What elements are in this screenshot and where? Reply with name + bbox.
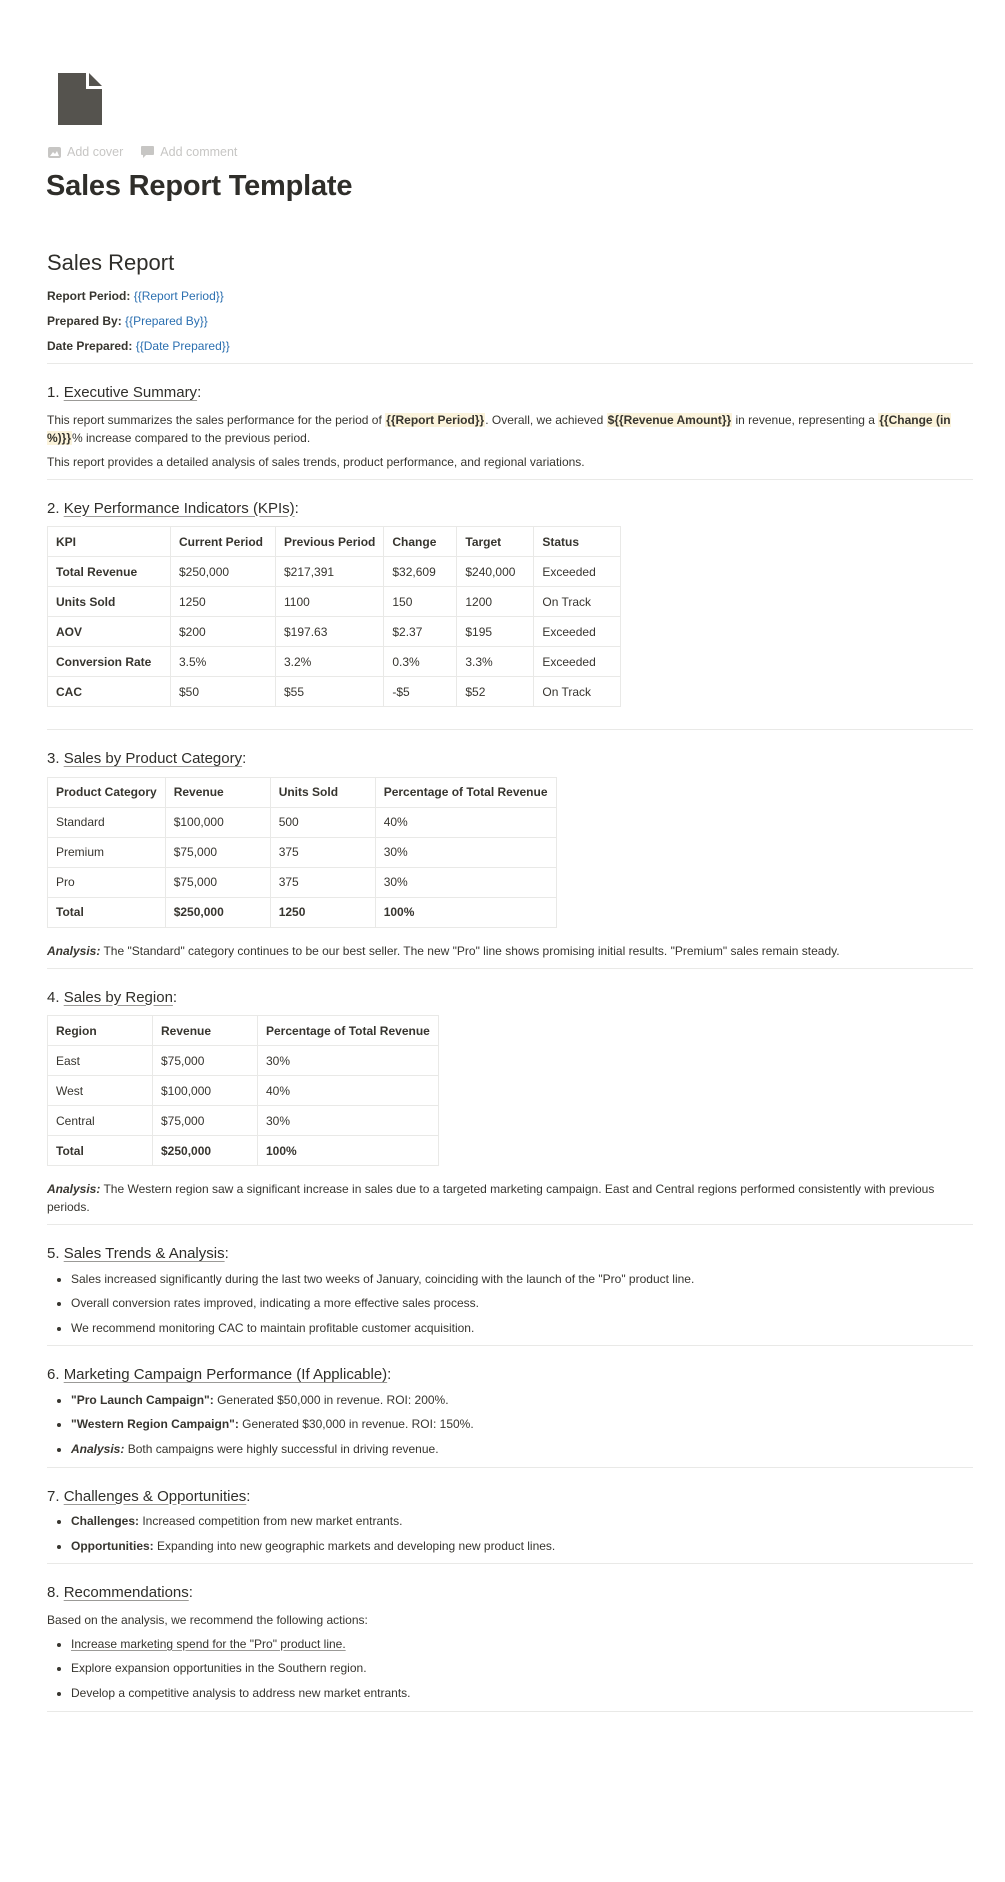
table-row	[48, 867, 557, 897]
table-cell: Exceeded	[534, 647, 621, 677]
table-cell: $197.63	[276, 617, 384, 647]
table-header-cell: Previous Period	[276, 527, 384, 557]
table-cell: 30%	[258, 1046, 439, 1076]
table-cell: $250,000	[165, 897, 270, 927]
meta-label: Prepared By:	[47, 314, 122, 328]
table-cell: $200	[171, 617, 276, 647]
section-heading-sales-by-product-category	[47, 748, 973, 771]
table-cell: $75,000	[153, 1106, 258, 1136]
table-header-cell: Percentage of Total Revenue	[375, 777, 556, 807]
region-table	[47, 1015, 439, 1166]
meta-value: {{Prepared By}}	[125, 314, 208, 328]
table-cell: $50	[171, 677, 276, 707]
recommendations-list	[47, 1637, 973, 1702]
page-content	[47, 246, 973, 1730]
table-cell: Total Revenue	[48, 557, 171, 587]
section-title: Marketing Campaign Performance (If Applicable)	[63, 1366, 388, 1384]
table-cell: AOV	[48, 617, 171, 647]
list-item: • Overall conversion rates improved, indicating a more effective sales process.	[71, 1296, 973, 1312]
table-cell: $250,000	[153, 1136, 258, 1166]
table-cell: 3.5%	[171, 647, 276, 677]
image-icon	[48, 147, 61, 158]
divider	[47, 1345, 973, 1346]
highlight-placeholder: {{Change (in %)}}	[47, 412, 951, 445]
table-cell: 40%	[258, 1076, 439, 1106]
recommendations-intro: Based on the analysis, we recommend the following actions:	[47, 1612, 368, 1627]
table-cell: 1100	[276, 587, 384, 617]
table-row	[48, 557, 621, 587]
table-cell: 100%	[375, 897, 556, 927]
executive-summary-paragraph-2: This report provides a detailed analysis of sales trends, product performance, and regional variations.	[47, 454, 585, 469]
table-cell: $75,000	[165, 837, 270, 867]
table-row	[48, 1136, 439, 1166]
table-cell: $55	[276, 677, 384, 707]
table-cell: 30%	[375, 867, 556, 897]
section-title: Sales Trends & Analysis	[63, 1245, 225, 1262]
item-label: "Western Region Campaign":	[71, 1417, 239, 1432]
section-number: 2.	[47, 499, 60, 517]
section-heading-executive-summary	[47, 382, 973, 405]
section-title: Key Performance Indicators (KPIs)	[63, 499, 295, 517]
table-cell: 150	[384, 587, 457, 617]
section-heading-sales-trends	[47, 1243, 973, 1266]
section-heading-marketing-campaign	[47, 1364, 973, 1387]
divider	[47, 363, 973, 364]
table-cell: Total	[48, 1136, 153, 1166]
table-cell: Units Sold	[48, 587, 171, 617]
table-cell: West	[48, 1076, 153, 1106]
table-cell: Central	[48, 1106, 153, 1136]
divider	[47, 1563, 973, 1564]
page-actions	[48, 145, 237, 159]
table-cell: CAC	[48, 677, 171, 707]
table-row	[48, 807, 557, 837]
table-cell: 40%	[375, 807, 556, 837]
divider	[47, 1711, 973, 1712]
list-item	[71, 1417, 973, 1433]
table-cell: Premium	[48, 837, 166, 867]
table-header-cell: Percentage of Total Revenue	[258, 1016, 439, 1046]
section-number: 3.	[47, 750, 60, 767]
item-label: Opportunities:	[71, 1538, 154, 1553]
section-number: 6.	[47, 1366, 60, 1384]
table-cell: 100%	[258, 1136, 439, 1166]
table-row	[48, 647, 621, 677]
add-comment-button[interactable]	[141, 145, 237, 159]
table-cell: Pro	[48, 867, 166, 897]
section-colon: :	[294, 499, 299, 517]
table-row	[48, 587, 621, 617]
item-text: Generated $30,000 in revenue. ROI: 150%.	[238, 1417, 474, 1432]
table-cell: $195	[457, 617, 534, 647]
table-cell: On Track	[534, 587, 621, 617]
table-header-cell: Region	[48, 1016, 153, 1046]
table-cell: 1250	[270, 897, 375, 927]
table-header-cell: Product Category	[48, 777, 166, 807]
section-number: 5.	[47, 1245, 60, 1262]
section-number: 1.	[47, 384, 60, 401]
sales-trends-list	[47, 1272, 973, 1337]
section-heading-recommendations	[47, 1582, 973, 1605]
section-title: Sales by Region	[63, 988, 173, 1006]
table-row	[48, 617, 621, 647]
list-item: • Explore expansion opportunities in the Southern region.	[71, 1661, 973, 1677]
divider	[47, 729, 973, 730]
table-cell: Exceeded	[534, 617, 621, 647]
meta-report-period	[47, 287, 973, 305]
table-cell: $32,609	[384, 557, 457, 587]
table-row	[48, 1046, 439, 1076]
divider	[47, 968, 973, 969]
table-cell: 375	[270, 867, 375, 897]
comment-icon	[141, 146, 154, 158]
table-row	[48, 1106, 439, 1136]
table-cell: 375	[270, 837, 375, 867]
section-colon: :	[224, 1245, 229, 1262]
analysis-text: The Western region saw a significant increase in sales due to a targeted marketing campaign. East and Central regions performed consistently with previous periods.	[47, 1182, 935, 1214]
section-number: 4.	[47, 988, 60, 1006]
analysis-label: Analysis:	[47, 1182, 101, 1196]
table-cell: $100,000	[165, 807, 270, 837]
meta-label: Report Period:	[47, 289, 131, 303]
table-cell: Conversion Rate	[48, 647, 171, 677]
add-comment-label: Add comment	[160, 145, 238, 159]
table-cell: $75,000	[165, 867, 270, 897]
table-cell: $52	[457, 677, 534, 707]
table-header-cell: Status	[534, 527, 621, 557]
challenges-list	[47, 1514, 973, 1554]
section-colon: :	[246, 1487, 251, 1505]
section-number: 8.	[47, 1584, 60, 1602]
divider	[47, 479, 973, 480]
item-label: "Pro Launch Campaign":	[71, 1392, 214, 1407]
table-cell: $240,000	[457, 557, 534, 587]
table-cell: 3.2%	[276, 647, 384, 677]
highlight-placeholder: ${{Revenue Amount}}	[607, 412, 732, 427]
list-item	[71, 1393, 973, 1409]
text-segment: % increase compared to the previous period.	[72, 430, 311, 445]
table-cell: Exceeded	[534, 557, 621, 587]
text-segment: . Overall, we achieved	[485, 412, 607, 427]
document-icon[interactable]	[58, 73, 102, 125]
list-item	[71, 1637, 973, 1653]
item-text: Both campaigns were highly successful in driving revenue.	[124, 1441, 439, 1456]
item-text: Increased competition from new market entrants.	[139, 1514, 403, 1529]
executive-summary-paragraph	[47, 411, 973, 447]
region-analysis	[47, 1180, 973, 1216]
section-heading-sales-by-region	[47, 987, 973, 1010]
meta-value: {{Date Prepared}}	[135, 339, 230, 353]
table-header-cell: Target	[457, 527, 534, 557]
table-header-cell: Change	[384, 527, 457, 557]
table-cell: $100,000	[153, 1076, 258, 1106]
text-segment: This report summarizes the sales performance for the period of	[47, 412, 386, 427]
table-cell: $217,391	[276, 557, 384, 587]
table-header-cell: Units Sold	[270, 777, 375, 807]
meta-date-prepared	[47, 337, 973, 355]
kpi-table	[47, 526, 621, 707]
table-header-cell: Revenue	[153, 1016, 258, 1046]
add-cover-label: Add cover	[67, 145, 124, 159]
table-row	[48, 837, 557, 867]
table-cell: $75,000	[153, 1046, 258, 1076]
section-colon: :	[197, 384, 202, 401]
table-header-row	[48, 777, 557, 807]
section-colon: :	[242, 750, 247, 767]
section-title: Executive Summary	[63, 384, 198, 401]
table-cell: 1250	[171, 587, 276, 617]
page-title[interactable]: Sales Report Template	[46, 170, 353, 202]
section-colon: :	[387, 1366, 392, 1384]
product-analysis	[47, 942, 973, 960]
section-colon: :	[188, 1584, 193, 1602]
section-title: Recommendations	[63, 1584, 189, 1602]
analysis-text: The "Standard" category continues to be our best seller. The new "Pro" line shows promising initial results. "Premium" sales remain steady.	[100, 943, 840, 958]
list-item	[71, 1539, 973, 1555]
section-title: Sales by Product Category	[63, 750, 243, 767]
divider	[47, 1467, 973, 1468]
item-text: Expanding into new geographic markets and developing new product lines.	[153, 1538, 556, 1553]
item-label: Analysis:	[71, 1441, 125, 1456]
list-item: • Develop a competitive analysis to address new market entrants.	[71, 1686, 973, 1702]
section-number: 7.	[47, 1487, 60, 1505]
divider	[47, 1224, 973, 1225]
table-cell: On Track	[534, 677, 621, 707]
table-cell: 30%	[258, 1106, 439, 1136]
table-cell: -$5	[384, 677, 457, 707]
section-heading-challenges	[47, 1486, 973, 1509]
table-cell: 3.3%	[457, 647, 534, 677]
section-colon: :	[172, 988, 178, 1006]
section-heading-kpis	[47, 498, 973, 521]
table-header-row	[48, 527, 621, 557]
table-cell: 500	[270, 807, 375, 837]
table-row	[48, 677, 621, 707]
product-category-table	[47, 777, 557, 928]
table-cell: 30%	[375, 837, 556, 867]
table-cell: East	[48, 1046, 153, 1076]
list-item: • Sales increased significantly during the last two weeks of January, coinciding with the launch of the "Pro" product line.	[71, 1272, 973, 1288]
meta-prepared-by	[47, 312, 973, 330]
table-header-row	[48, 1016, 439, 1046]
table-row	[48, 897, 557, 927]
meta-label: Date Prepared:	[47, 339, 133, 353]
table-header-cell: Revenue	[165, 777, 270, 807]
report-heading: Sales Report	[47, 250, 175, 275]
highlight-placeholder: {{Report Period}}	[386, 412, 485, 427]
meta-value: {{Report Period}}	[133, 289, 224, 303]
list-item	[71, 1514, 973, 1530]
table-cell: Standard	[48, 807, 166, 837]
list-item: • We recommend monitoring CAC to maintain profitable customer acquisition.	[71, 1321, 973, 1337]
table-cell: 1200	[457, 587, 534, 617]
table-header-cell: Current Period	[171, 527, 276, 557]
campaign-list	[47, 1393, 973, 1458]
item-label: Challenges:	[71, 1514, 140, 1529]
text-segment: in revenue, representing a	[732, 412, 879, 427]
recommendation-link[interactable]: Increase marketing spend for the "Pro" product line.	[71, 1636, 346, 1651]
table-cell: $2.37	[384, 617, 457, 647]
table-row	[48, 1076, 439, 1106]
item-text: Generated $50,000 in revenue. ROI: 200%.	[213, 1392, 449, 1407]
table-cell: 0.3%	[384, 647, 457, 677]
table-cell: Total	[48, 897, 166, 927]
section-title: Challenges & Opportunities	[63, 1487, 247, 1505]
add-cover-button[interactable]	[48, 145, 123, 159]
analysis-label: Analysis:	[47, 943, 101, 958]
table-header-cell: KPI	[48, 527, 171, 557]
table-cell: $250,000	[171, 557, 276, 587]
list-item	[71, 1442, 973, 1458]
